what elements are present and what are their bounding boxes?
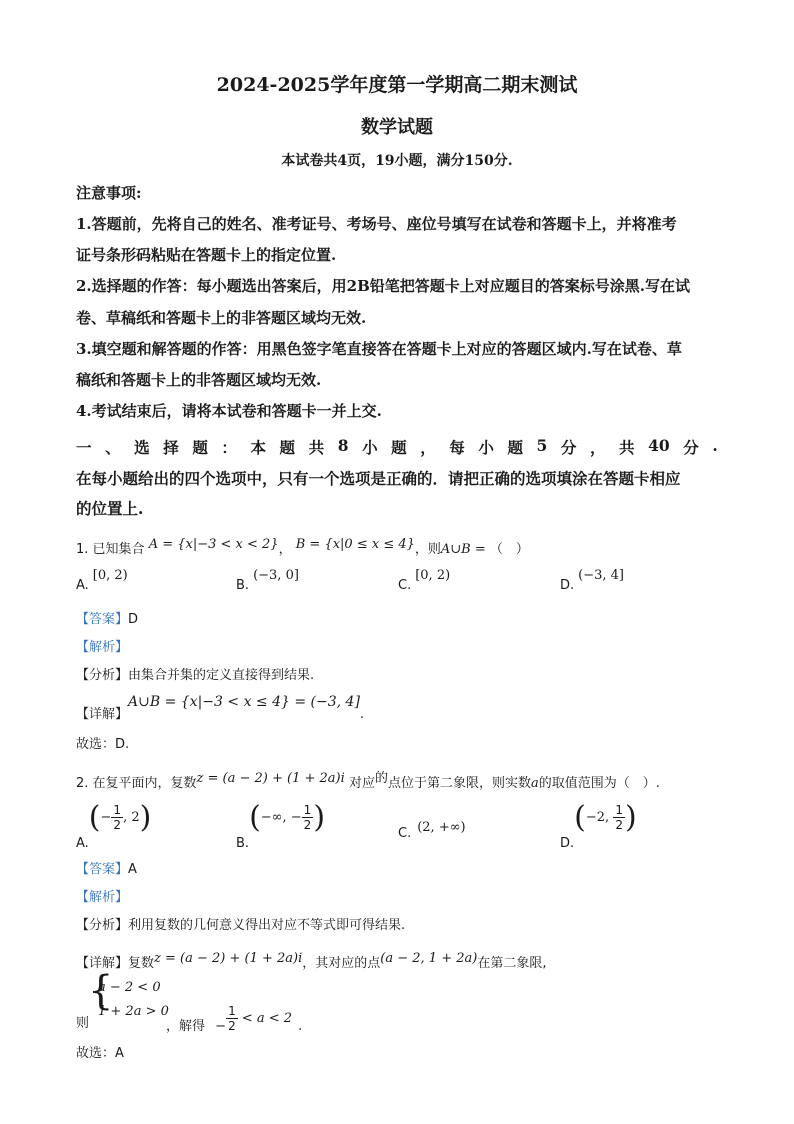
minus-sign: −2, xyxy=(585,810,614,825)
right-paren: ) xyxy=(624,800,637,835)
section-heading-char: 8 xyxy=(337,436,349,455)
denominator: 2 xyxy=(113,818,122,832)
q1-fenxi xyxy=(76,664,314,683)
q2-option-d xyxy=(560,800,637,851)
section-heading-char: 共 xyxy=(308,438,325,457)
section-heading-line-2: 在每小题给出的四个选项中，只有一个选项是正确的．请把正确的选项填涂在答题卡相应 xyxy=(76,469,681,488)
q2-var-a: a xyxy=(530,776,539,791)
section-heading-char: 每 xyxy=(449,438,465,457)
q2-option-c xyxy=(398,800,466,841)
q2-option-a xyxy=(76,800,152,851)
notice-item-1-line-2: 证号条形码粘贴在答题卡上的指定位置. xyxy=(76,246,337,264)
section-heading-char: 题 xyxy=(279,438,296,457)
minus-sign: − xyxy=(100,810,112,825)
q2-prefix: 2. 在复平面内，复数 xyxy=(76,776,197,791)
option-value: (−3, 4] xyxy=(578,568,624,583)
system-eq-1: a − 2 < 0 xyxy=(98,980,161,995)
section-heading-char: 、 xyxy=(105,438,121,457)
notice-heading: 注意事项: xyxy=(76,184,142,202)
fraction xyxy=(302,803,314,832)
fenxi-text: 由集合并集的定义直接得到结果. xyxy=(128,668,315,683)
result-minus: − xyxy=(215,1019,227,1034)
q2-de: 的 xyxy=(374,771,388,786)
section-heading-char: ， xyxy=(589,438,606,457)
section-heading-char: 共 xyxy=(619,438,635,457)
detail-point: (a − 2, 1 + 2a) xyxy=(380,951,478,966)
section-heading-char: 5 xyxy=(536,436,548,455)
section-heading-char: 小 xyxy=(362,438,378,457)
q1-prefix: 1. 已知集合 xyxy=(76,542,145,557)
q1-then: ，则 xyxy=(414,542,441,557)
section-heading-char: 题 xyxy=(391,438,407,457)
numerator: 1 xyxy=(615,803,623,817)
answer-tag: 【答案】 xyxy=(76,612,129,627)
section-heading-char: 小 xyxy=(478,438,494,457)
notice-item-2-line-1: 2.选择题的作答：每小题选出答案后，用2B铅笔把答题卡上对应题目的答案标号涂黑.写在试 xyxy=(76,277,691,295)
section-heading-char: 分 xyxy=(560,438,577,457)
option-label: C. xyxy=(398,826,412,841)
fraction xyxy=(613,803,625,832)
notice-item-4: 4.考试结束后，请将本试卷和答题卡一并上交. xyxy=(76,402,382,420)
option-label: A. xyxy=(76,578,89,593)
q2-solve xyxy=(166,1004,303,1041)
section-heading-line-3: 的位置上. xyxy=(76,499,144,518)
q2-suffix: 的取值范围为（ ）. xyxy=(538,776,660,791)
exam-info: 本试卷共4页，19小题，满分150分. xyxy=(281,153,513,169)
question-2-stem xyxy=(76,772,660,791)
section-heading-line-1 xyxy=(76,436,718,458)
q2-choose: 故选：A xyxy=(76,1046,124,1061)
left-brace-icon: { xyxy=(88,968,114,1014)
q1-set-a: A = {x|−3 < x < 2} xyxy=(148,537,279,552)
q1-option-b xyxy=(236,568,299,593)
detail-expr: A∪B = {x|−3 < x ≤ 4} = (−3, 4] xyxy=(128,694,360,710)
exam-subtitle: 数学试题 xyxy=(361,117,433,138)
notice-item-1-line-1: 1.答题前，先将自己的姓名、准考证号、考场号、座位号填写在试卷和答题卡上，并将准考 xyxy=(76,215,677,233)
section-heading-char: ： xyxy=(221,438,237,457)
option-value: [0, 2) xyxy=(415,568,451,583)
section-heading-char: 本 xyxy=(250,438,266,457)
left-paren: ( xyxy=(249,800,261,835)
section-heading-char: 择 xyxy=(163,438,179,457)
solve-text: ，解得 xyxy=(166,1019,206,1034)
option-label: C. xyxy=(398,578,412,593)
numerator: 1 xyxy=(228,1004,236,1018)
analysis-tag: 【解析】 xyxy=(76,640,129,655)
answer-value: A xyxy=(128,862,137,877)
detail-tag: 【详解】 xyxy=(76,707,129,722)
detail-end: . xyxy=(359,707,365,722)
question-1-stem xyxy=(76,538,529,557)
notice-item-3-line-2: 稿纸和答题卡上的非答题区域均无效. xyxy=(76,371,322,389)
section-heading-char: ， xyxy=(420,438,436,457)
option-value: (−3, 0] xyxy=(253,568,299,583)
section-heading-char: . xyxy=(712,436,718,455)
option-value: [0, 2) xyxy=(92,568,128,583)
left-paren: ( xyxy=(574,800,586,835)
q2-middle-1: 对应 xyxy=(348,776,375,791)
section-heading-char: 一 xyxy=(76,438,92,457)
answer-tag: 【答案】 xyxy=(76,862,129,877)
answer-value: D xyxy=(128,612,139,627)
analysis-tag: 【解析】 xyxy=(76,890,129,905)
right-paren: ) xyxy=(313,800,326,835)
right-paren: ) xyxy=(139,800,152,835)
detail-z-expr: z = (a − 2) + (1 + 2a)i xyxy=(154,951,303,966)
q1-option-a xyxy=(76,568,128,593)
q1-union-expr: A∪B = xyxy=(440,542,486,557)
numerator: 1 xyxy=(113,803,122,817)
notice-item-2-line-2: 卷、草稿纸和答题卡上的非答题区域均无效. xyxy=(76,309,367,327)
q2-detail xyxy=(76,952,546,971)
denominator: 2 xyxy=(228,1019,236,1033)
section-heading-char: 选 xyxy=(134,438,150,457)
q2-analysis-tag xyxy=(76,886,128,905)
option-value: (2, +∞) xyxy=(417,820,466,835)
minus-sign: −∞, − xyxy=(260,810,302,825)
rest: , 2 xyxy=(123,810,140,825)
result-fraction xyxy=(226,1004,238,1033)
q1-option-c xyxy=(398,568,451,593)
q1-answer xyxy=(76,608,138,627)
q1-paren: （ ） xyxy=(489,542,529,557)
q1-choose: 故选：D. xyxy=(76,737,130,752)
system-eq-2: 1 + 2a > 0 xyxy=(98,1004,169,1019)
q2-middle-2: 点位于第二象限，则实数 xyxy=(387,776,531,791)
option-label: B. xyxy=(236,578,250,593)
detail-post: 在第二象限, xyxy=(477,956,547,971)
section-heading-char: 题 xyxy=(507,438,523,457)
option-label: D. xyxy=(560,578,575,593)
q1-comma: ， xyxy=(278,542,292,557)
section-heading-char: 40 xyxy=(648,436,670,455)
q1-analysis-tag xyxy=(76,636,128,655)
q2-answer xyxy=(76,858,137,877)
option-label: B. xyxy=(236,836,250,851)
q2-fenxi xyxy=(76,914,405,933)
option-label: D. xyxy=(560,836,575,851)
fenxi-text: 利用复数的几何意义得出对应不等式即可得结果. xyxy=(128,918,406,933)
numerator: 1 xyxy=(303,803,312,817)
q1-detail xyxy=(76,694,365,722)
q1-option-d xyxy=(560,568,624,593)
detail-mid: ，其对应的点 xyxy=(302,956,381,971)
result-rest: < a < 2 xyxy=(241,1011,293,1026)
detail-pre: 复数 xyxy=(128,956,155,971)
fraction xyxy=(111,803,123,832)
fenxi-tag: 【分析】 xyxy=(76,668,129,683)
section-heading-char: 题 xyxy=(192,438,208,457)
result-end: . xyxy=(298,1019,303,1034)
q2-then: 则 xyxy=(76,1016,90,1031)
denominator: 2 xyxy=(303,818,312,832)
section-heading-char: 分 xyxy=(683,438,699,457)
detail-tag: 【详解】 xyxy=(76,956,129,971)
q2-option-b xyxy=(236,800,326,851)
q2-z-expr: z = (a − 2) + (1 + 2a)i xyxy=(196,771,345,786)
q1-set-b: B = {x|0 ≤ x ≤ 4} xyxy=(295,537,415,552)
denominator: 2 xyxy=(615,818,623,832)
option-label: A. xyxy=(76,836,89,851)
left-paren: ( xyxy=(88,800,101,835)
exam-title: 2024-2025学年度第一学期高二期末测试 xyxy=(216,74,578,96)
fenxi-tag: 【分析】 xyxy=(76,918,129,933)
notice-item-3-line-1: 3.填空题和解答题的作答：用黑色签字笔直接答在答题卡上对应的答题区域内.写在试卷、草 xyxy=(76,340,682,358)
